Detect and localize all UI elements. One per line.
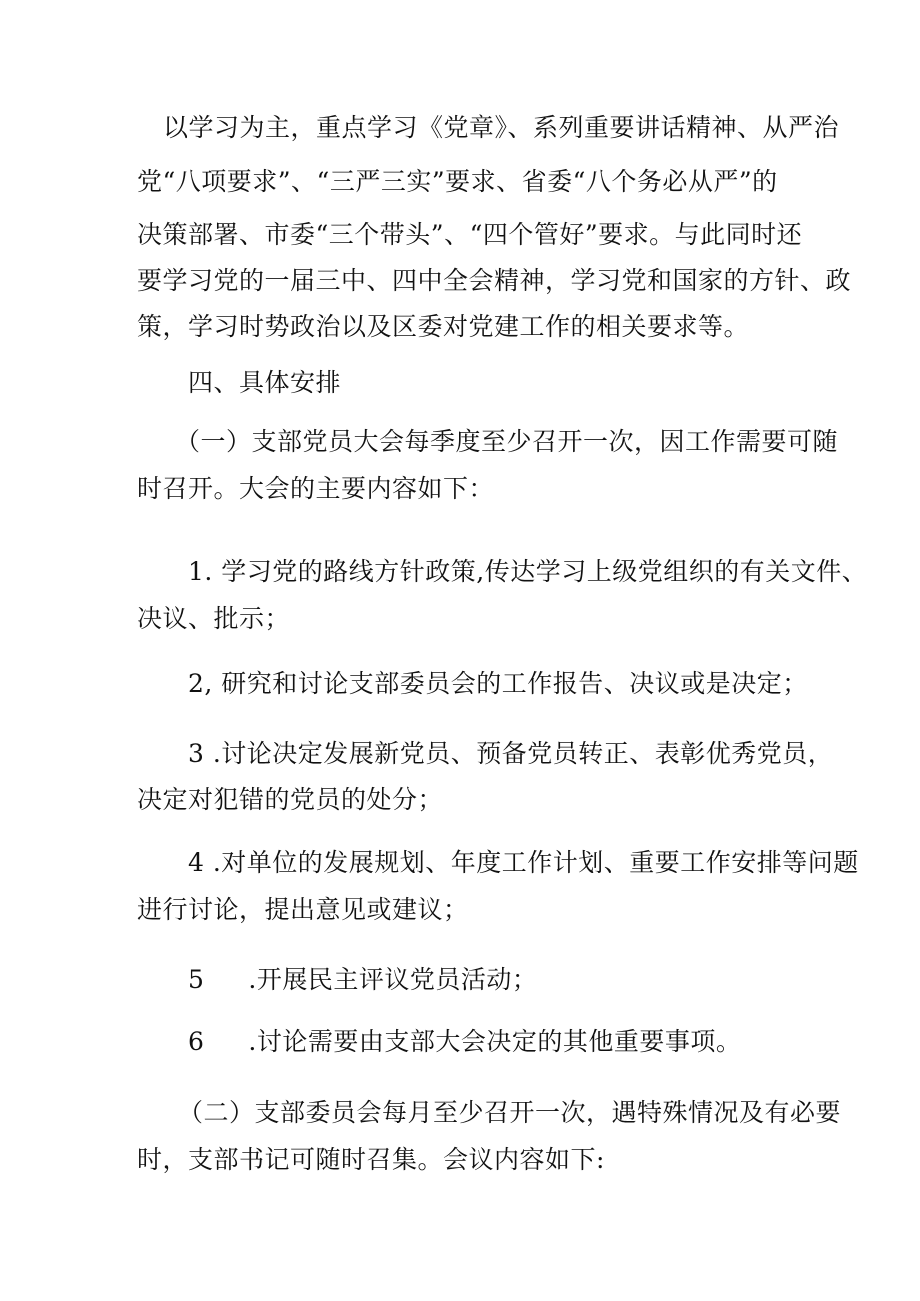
subsection-2-line: 时，支部书记可随时召集。会议内容如下: [137, 1145, 605, 1174]
list-item-3-line: 决定对犯错的党员的处分； [137, 785, 444, 814]
list-item-4-line: 进行讨论，提出意见或建议； [137, 895, 469, 924]
list-item-5 [188, 963, 537, 997]
list-item-5-number: 5 [188, 965, 205, 994]
list-item-5-text: .开展民主评议党员活动； [248, 965, 538, 994]
list-item-3-line: 3 .讨论决定发展新党员、预备党员转正、表彰优秀党员， [188, 739, 834, 768]
list-item-4-line: 4 .对单位的发展规划、年度工作计划、重要工作安排等问题 [188, 848, 859, 877]
study-paragraph-line: 党“八项要求”、“三严三实”要求、省委“八个务必从严”的 [137, 167, 778, 196]
list-item-6-number: 6 [188, 1027, 205, 1056]
study-paragraph-line: 策，学习时势政治以及区委对党建工作的相关要求等。 [137, 312, 750, 341]
list-item-6-text: .讨论需要由支部大会决定的其他重要事项。 [248, 1027, 742, 1056]
list-item-1-line: 1. 学习党的路线方针政策,传达学习上级党组织的有关文件、 [188, 557, 868, 586]
list-item-2: 2, 研究和讨论支部委员会的工作报告、决议或是决定； [188, 669, 808, 698]
subsection-2-line: （二）支部委员会每月至少召开一次，遇特殊情况及有必要 [178, 1098, 842, 1127]
subsection-1-line: 时召开。大会的主要内容如下： [137, 474, 495, 503]
list-item-6 [188, 1025, 741, 1059]
subsection-1-line: （一）支部党员大会每季度至少召开一次，因工作需要可随 [175, 427, 839, 456]
study-paragraph-line: 以学习为主，重点学习《党章》、系列重要讲话精神、从严治 [163, 113, 840, 142]
study-paragraph-line: 要学习党的一届三中、四中全会精神，学习党和国家的方针、政 [137, 266, 852, 295]
section-heading: 四、具体安排 [188, 368, 342, 397]
study-paragraph-line: 决策部署、市委“三个带头”、“四个管好”要求。与此同时还 [137, 220, 803, 249]
list-item-1-line: 决议、批示； [137, 604, 291, 633]
